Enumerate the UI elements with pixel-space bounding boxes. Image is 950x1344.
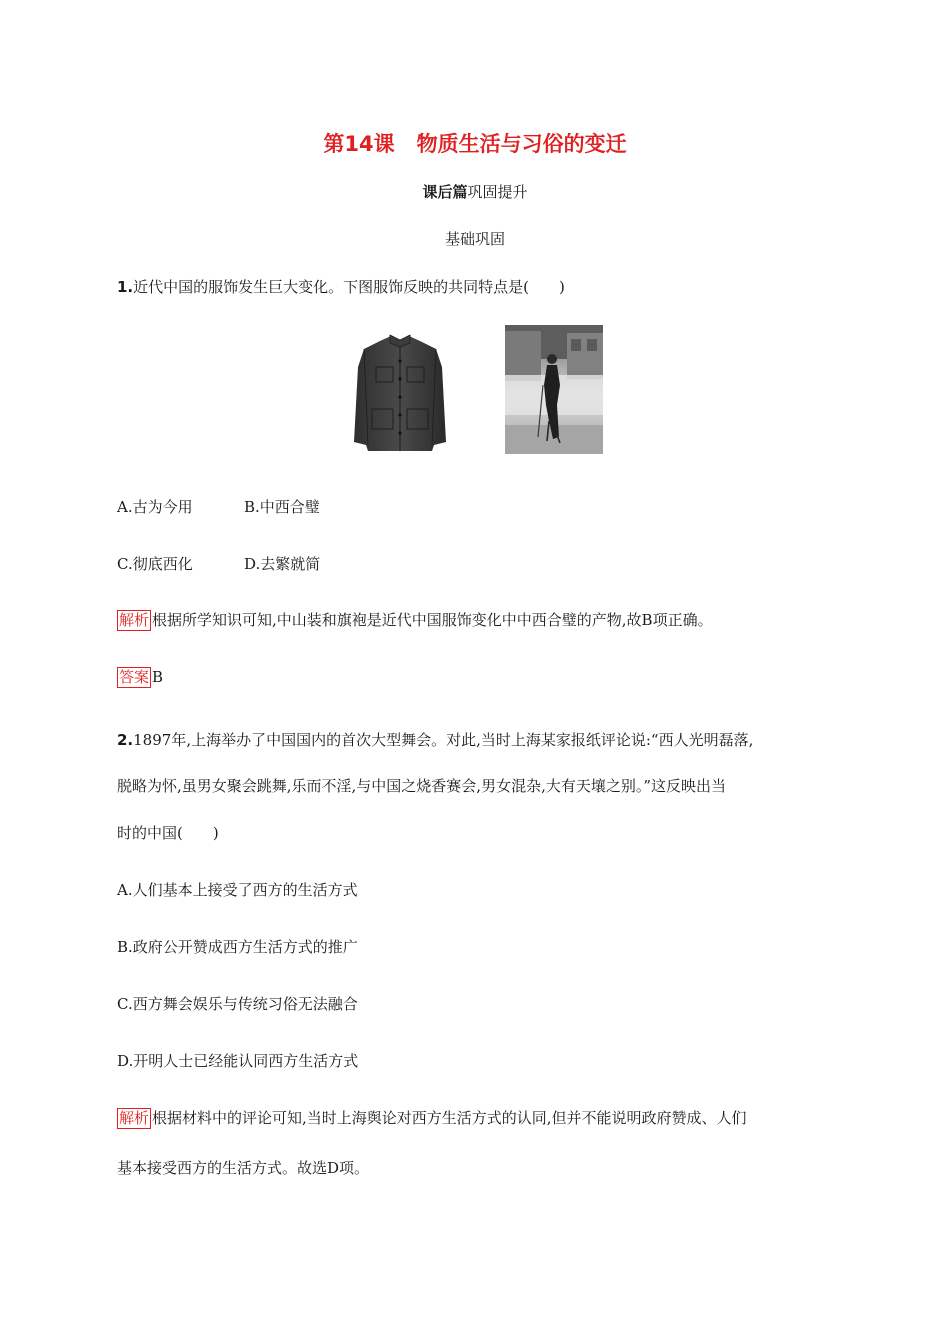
lesson-title: [0, 128, 950, 158]
q2-stem-line-2: 脱略为怀,虽男女聚会跳舞,乐而不淫,与中国之烧香赛会,男女混杂,大有天壤之别。”这反映出当: [117, 777, 727, 795]
subtitle-bold: 课后篇: [422, 183, 468, 201]
q1-option-b: B.中西合璧: [244, 498, 320, 516]
q2-stem-text-1: 1897年,上海举办了中国国内的首次大型舞会。对此,当时上海某家报纸评论说:“西人光明磊落,: [133, 731, 754, 749]
q2-option-c: C.西方舞会娱乐与传统习俗无法融合: [117, 995, 358, 1013]
q1-option-d: D.去繁就简: [244, 555, 321, 573]
q2-number: 2.: [117, 731, 134, 749]
q1-analysis-text: 根据所学知识可知,中山装和旗袍是近代中国服饰变化中中西合璧的产物,故B项正确。: [152, 611, 713, 629]
q2-option-d: D.开明人士已经能认同西方生活方式: [117, 1052, 359, 1070]
q1-answer: [117, 667, 163, 688]
q1-answer-text: B: [152, 668, 164, 686]
q1-option-a: A.古为今用: [117, 498, 193, 516]
q1-number: 1.: [117, 278, 134, 296]
lesson-name: 物质生活与习俗的变迁: [416, 132, 627, 156]
lesson-number: 第14课: [323, 132, 395, 156]
subtitle: [0, 181, 950, 202]
subtitle-rest: 巩固提升: [467, 183, 528, 201]
q1-stem: [117, 276, 565, 297]
q2-option-b: B.政府公开赞成西方生活方式的推广: [117, 938, 358, 956]
q1-analysis-tag: 解析: [119, 611, 150, 629]
q2-stem-line-1: [117, 729, 753, 750]
zhongshan-suit-image: [350, 327, 450, 454]
q1-analysis: [117, 609, 713, 631]
qipao-image: [505, 325, 603, 454]
q2-option-a: A.人们基本上接受了西方的生活方式: [117, 881, 358, 899]
section-heading: 基础巩固: [444, 230, 505, 248]
q1-answer-tag: 答案: [119, 668, 150, 686]
q2-stem-line-3: 时的中国( ): [117, 824, 219, 842]
q2-analysis-text-1: 根据材料中的评论可知,当时上海舆论对西方生活方式的认同,但并不能说明政府赞成、人们: [152, 1109, 747, 1127]
q2-analysis-tag: 解析: [119, 1109, 150, 1127]
q2-analysis-line-2: 基本接受西方的生活方式。故选D项。: [117, 1159, 370, 1177]
q1-option-c: C.彻底西化: [117, 555, 193, 573]
q2-analysis-line-1: [117, 1107, 747, 1129]
q1-stem-text: 近代中国的服饰发生巨大变化。下图服饰反映的共同特点是( ): [133, 278, 565, 296]
